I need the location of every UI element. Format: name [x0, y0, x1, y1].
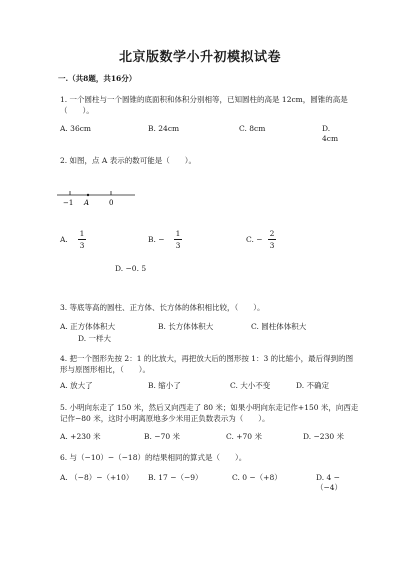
- q1-option-a[interactable]: A. 36cm: [60, 124, 92, 133]
- q4-option-a[interactable]: A. 放大了: [60, 381, 93, 390]
- q2-option-b-fraction[interactable]: [174, 229, 182, 250]
- q4-option-c[interactable]: C. 大小不变: [230, 381, 271, 390]
- q1-option-b[interactable]: B. 24cm: [148, 124, 180, 133]
- q6-option-b[interactable]: B. 17 −（−9）: [148, 473, 203, 482]
- q4-option-d[interactable]: D. 不确定: [296, 381, 330, 390]
- q2-option-c-fraction[interactable]: [268, 229, 276, 250]
- denominator: 3: [175, 240, 181, 250]
- q2-option-d[interactable]: D. −0. 5: [115, 264, 147, 273]
- numerator: 1: [79, 229, 85, 238]
- fraction-bar: [174, 239, 182, 240]
- question-4: 4. 把一个图形先按 2：1 的比放大，再把放大后的图形按 1：3 的比缩小，最后得到的图形与原图形相比，（ ）。: [60, 354, 354, 374]
- fraction-bar: [78, 239, 86, 240]
- q2-option-b-label[interactable]: B. −: [148, 235, 165, 244]
- label-zero: 0: [109, 199, 114, 207]
- q1-option-d[interactable]: D. 4cm: [322, 124, 339, 143]
- q2-option-a-label[interactable]: A.: [60, 235, 68, 244]
- question-3: 3. 等底等高的圆柱、正方体、长方体的体积相比较，（ ）。: [60, 303, 265, 312]
- q1-option-c[interactable]: C. 8cm: [239, 124, 266, 133]
- q3-option-d[interactable]: D. 一样大: [78, 334, 112, 343]
- q3-option-c[interactable]: C. 圆柱体体积大: [251, 322, 307, 331]
- q3-option-b[interactable]: B. 长方体体积大: [158, 322, 214, 331]
- q6-option-a[interactable]: A. （−8）−（+10）: [60, 473, 134, 482]
- question-1: 1. 一个圆柱与一个圆锥的底面积和体积分别相等，已知圆柱的高是 12cm，圆锥的高是（ ）。: [60, 95, 348, 115]
- q5-option-a[interactable]: A. +230 米: [60, 432, 101, 441]
- question-2: 2. 如图，点 A 表示的数可能是（ ）。: [60, 156, 196, 165]
- denominator: 3: [79, 240, 85, 250]
- numerator: 2: [269, 229, 275, 238]
- q3-option-a[interactable]: A. 正方体体积大: [60, 322, 116, 331]
- denominator: 3: [269, 240, 275, 250]
- q5-option-c[interactable]: C. +70 米: [226, 432, 262, 441]
- section-heading: 一.（共8题，共16分）: [58, 74, 137, 83]
- question-5: 5. 小明向东走了 150 米，然后又向西走了 80 米；如果小明向东走记作+150 米，向西走记作−80 米，这时小明离原地多少米用正负数表示为（ ）。: [60, 403, 359, 423]
- q2-option-a-fraction[interactable]: [78, 229, 86, 250]
- number-line-figure: [57, 188, 137, 208]
- fraction-bar: [268, 239, 276, 240]
- q2-option-c-label[interactable]: C. −: [246, 235, 263, 244]
- numerator: 1: [175, 229, 181, 238]
- q5-option-d[interactable]: D. −230 米: [303, 432, 344, 441]
- page-title: 北京版数学小升初模拟试卷: [118, 50, 281, 65]
- label-minus-one: −1: [63, 199, 74, 207]
- q4-option-b[interactable]: B. 缩小了: [148, 381, 181, 390]
- question-6: 6. 与（−10）−（−18）的结果相同的算式是（ ）。: [60, 453, 247, 462]
- label-point-a: A: [84, 199, 90, 207]
- point-a: [87, 194, 89, 196]
- q6-option-c[interactable]: C. 0 −（+8）: [232, 473, 282, 482]
- q5-option-b[interactable]: B. −70 米: [144, 432, 180, 441]
- q6-option-d[interactable]: D. 4 −（−4）: [316, 473, 343, 492]
